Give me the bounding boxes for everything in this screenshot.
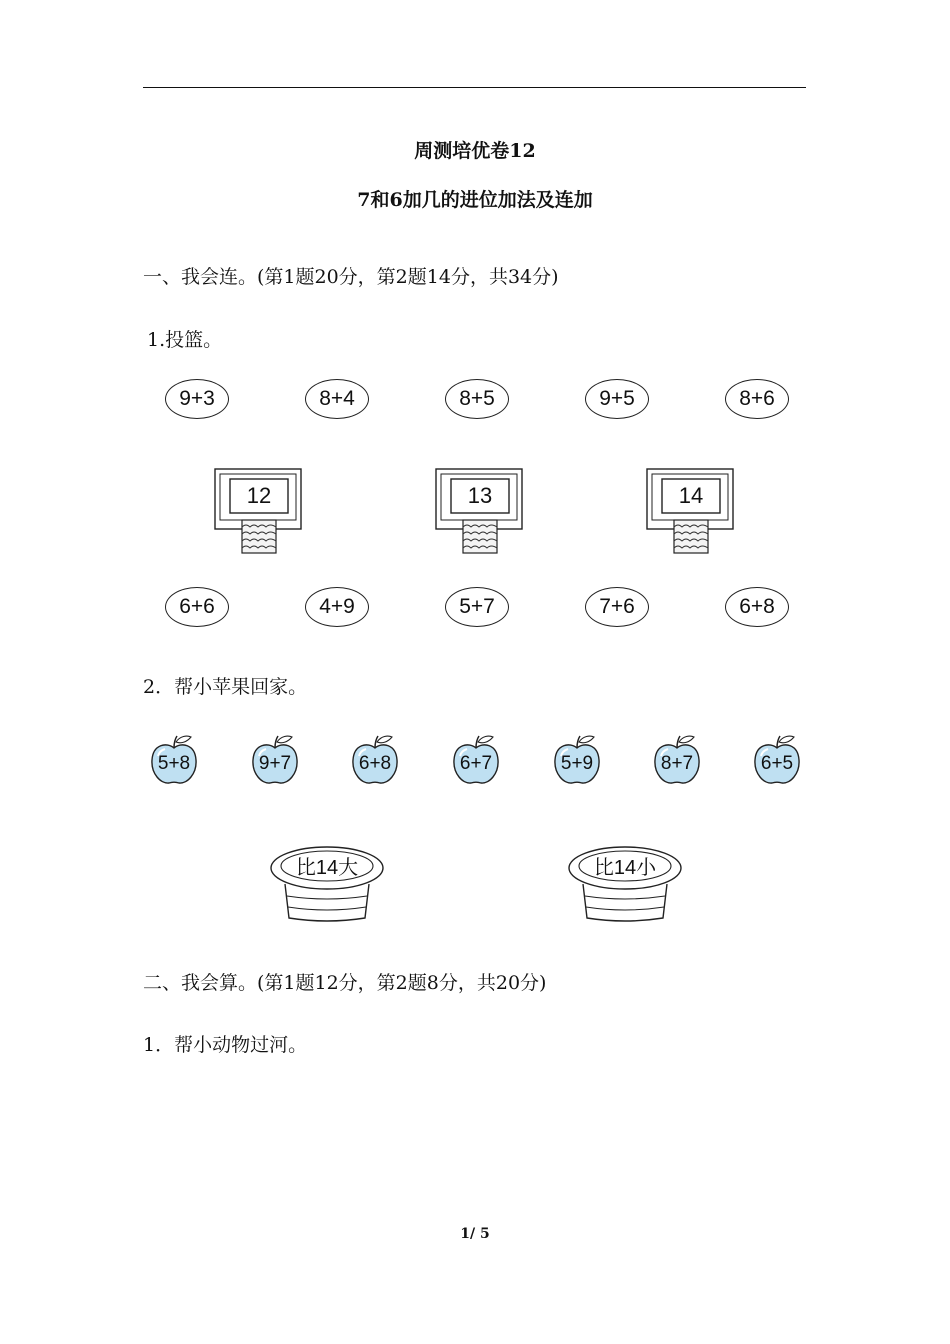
ball-bottom-4: 7+6	[585, 587, 649, 627]
section-2-question-1-label: 1．帮小动物过河。	[143, 1034, 308, 1056]
ball-bottom-1: 6+6	[165, 587, 229, 627]
hoop-number: 14	[678, 483, 704, 508]
ball-bottom-2: 4+9	[305, 587, 369, 627]
apple-expression: 9+7	[258, 753, 292, 774]
hoop-number: 13	[467, 483, 493, 508]
basketball-hoop-2	[435, 468, 525, 556]
ball-top-5: 8+6	[725, 379, 789, 419]
page-subtitle: 7和6加几的进位加法及连加	[357, 189, 593, 211]
apple-1	[149, 734, 199, 786]
section-2-heading: 二、我会算。(第1题12分，第2题8分，共20分)	[143, 972, 547, 994]
apple-2	[250, 734, 300, 786]
header-rule	[143, 87, 806, 88]
question-2-label: 2．帮小苹果回家。	[143, 676, 308, 698]
hoop-number: 12	[246, 483, 272, 508]
apple-expression: 6+7	[459, 753, 493, 774]
ball-top-1: 9+3	[165, 379, 229, 419]
apple-expression: 6+8	[358, 753, 392, 774]
question-1-label: 1.投篮。	[147, 329, 223, 351]
apple-5	[552, 734, 602, 786]
ball-bottom-5: 6+8	[725, 587, 789, 627]
ball-top-3: 8+5	[445, 379, 509, 419]
apple-expression: 8+7	[660, 753, 694, 774]
ball-bottom-3: 5+7	[445, 587, 509, 627]
section-1-heading: 一、我会连。(第1题20分，第2题14分，共34分)	[143, 266, 559, 288]
apple-7	[752, 734, 802, 786]
basket-label: 比14大	[295, 856, 359, 879]
basketball-hoop-1	[214, 468, 304, 556]
apple-4	[451, 734, 501, 786]
apple-expression: 6+5	[760, 753, 794, 774]
page-number: 1/ 5	[460, 1226, 490, 1242]
basket-greater-than-14	[269, 844, 385, 924]
apple-expression: 5+8	[157, 753, 191, 774]
page-title: 周测培优卷12	[414, 140, 536, 162]
apple-3	[350, 734, 400, 786]
basket-less-than-14	[567, 844, 683, 924]
apple-6	[652, 734, 702, 786]
ball-top-4: 9+5	[585, 379, 649, 419]
apple-expression: 5+9	[560, 753, 594, 774]
ball-top-2: 8+4	[305, 379, 369, 419]
basket-label: 比14小	[593, 856, 657, 879]
basketball-hoop-3	[646, 468, 736, 556]
